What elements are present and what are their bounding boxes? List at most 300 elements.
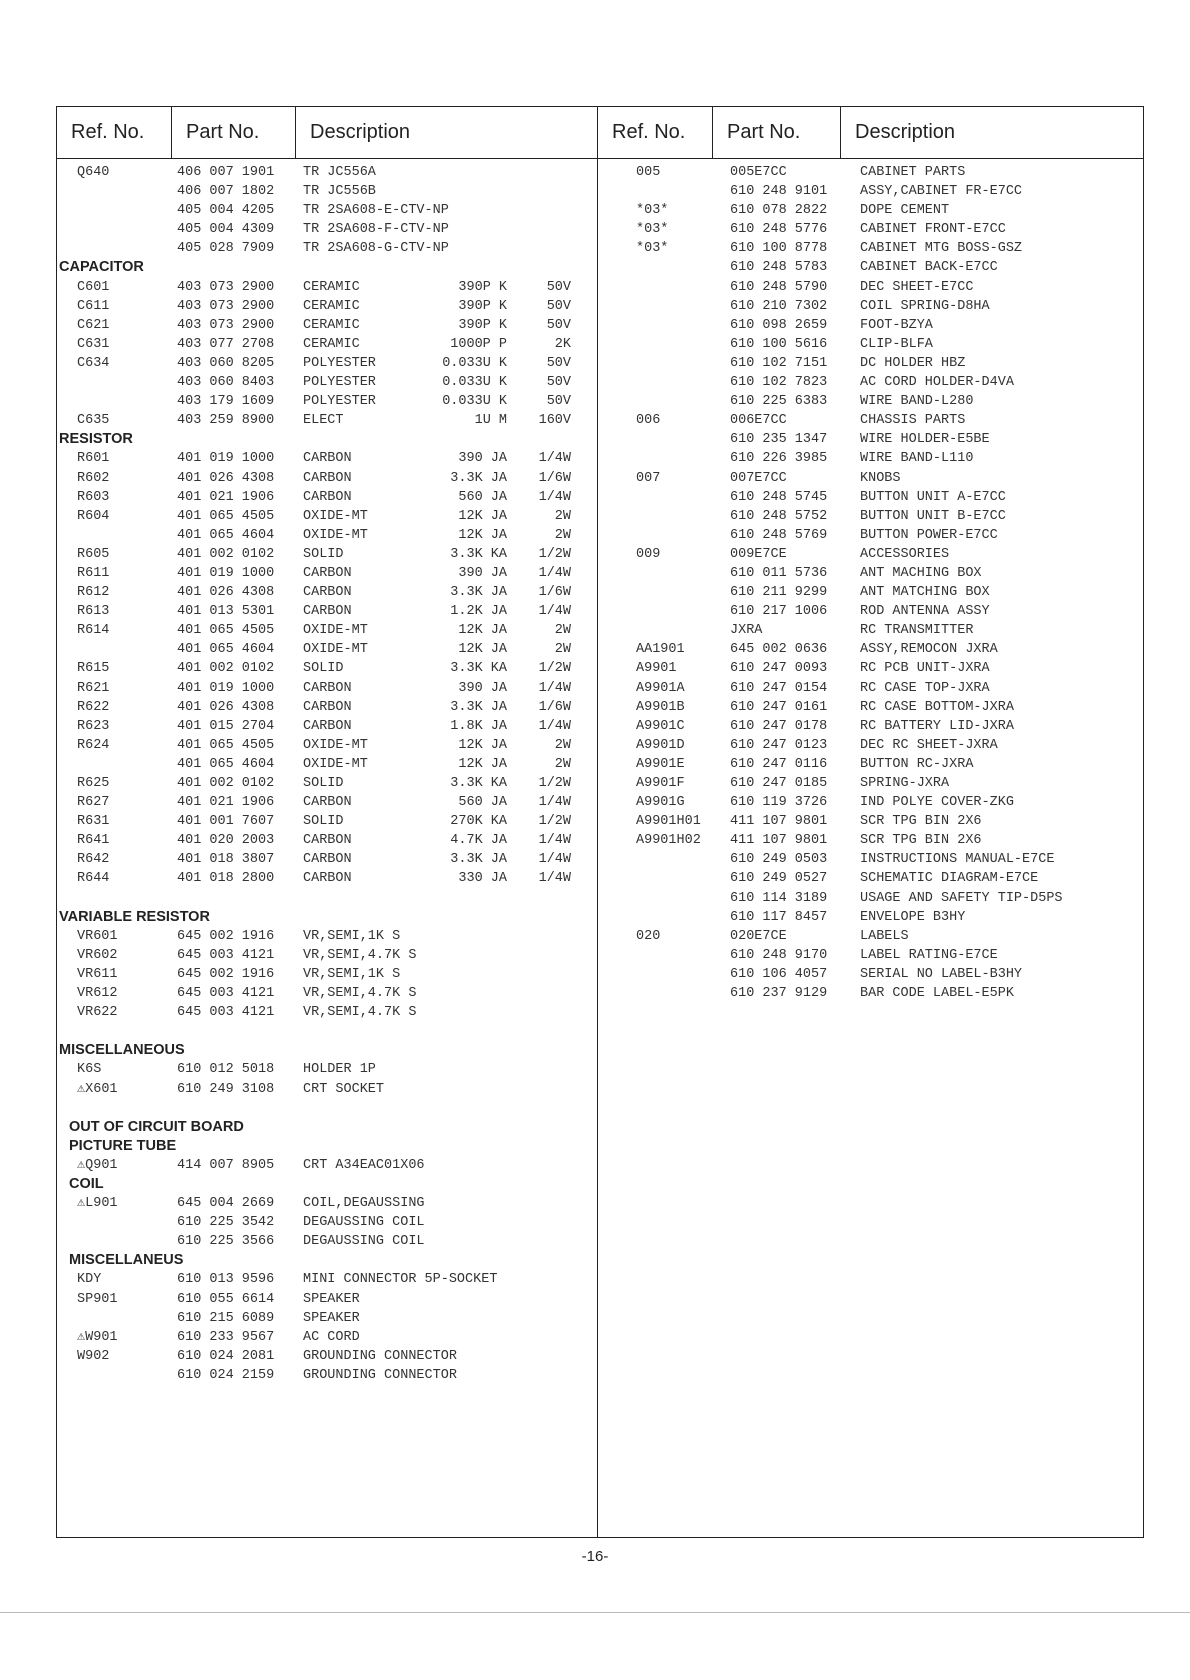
table-row xyxy=(57,335,597,354)
description: LABELS xyxy=(860,928,909,944)
part-no: 610 011 5736 xyxy=(730,565,828,581)
value: 390P K xyxy=(458,317,507,333)
part-no: 403 073 2900 xyxy=(177,317,275,333)
ref-no: A9901H02 xyxy=(636,833,701,849)
table-row xyxy=(57,354,597,373)
table-row xyxy=(57,793,597,812)
section-heading: RESISTOR xyxy=(59,431,133,448)
part-no: 401 065 4505 xyxy=(177,737,275,753)
description: VR,SEMI,4.7K S xyxy=(303,1005,417,1021)
part-no: 411 107 9801 xyxy=(730,833,828,849)
rating: 50V xyxy=(546,317,571,333)
description: DC HOLDER HBZ xyxy=(860,355,966,371)
part-no: 610 248 5745 xyxy=(730,489,828,505)
description: OXIDE-MT xyxy=(303,527,368,543)
table-row xyxy=(57,698,597,717)
description: TR 2SA608-E-CTV-NP xyxy=(303,203,449,219)
table-row xyxy=(57,1366,597,1385)
part-no: 403 259 8900 xyxy=(177,413,275,429)
table-row xyxy=(598,946,1144,965)
part-no: 610 098 2659 xyxy=(730,317,828,333)
description: SOLID xyxy=(303,546,344,562)
table-row xyxy=(598,526,1144,545)
description: CERAMIC xyxy=(303,336,360,352)
part-no: 610 247 0161 xyxy=(730,699,828,715)
description: WIRE HOLDER-E5BE xyxy=(860,432,990,448)
table-row xyxy=(57,1270,597,1289)
table-row xyxy=(57,869,597,888)
part-no: 610 114 3189 xyxy=(730,890,828,906)
description: ASSY,CABINET FR-E7CC xyxy=(860,184,1023,200)
description: SCR TPG BIN 2X6 xyxy=(860,814,982,830)
ref-no: R614 xyxy=(77,623,110,639)
ref-no: ⚠L901 xyxy=(77,1196,118,1212)
part-no: 610 248 5769 xyxy=(730,527,828,543)
value: 12K JA xyxy=(458,642,507,658)
table-row xyxy=(57,946,597,965)
table-row xyxy=(598,335,1144,354)
part-no: 401 065 4604 xyxy=(177,527,275,543)
description: SOLID xyxy=(303,776,344,791)
rating: 1/4W xyxy=(538,871,571,887)
right-table-header xyxy=(598,107,1144,159)
ref-no: R612 xyxy=(77,585,110,601)
rating: 1/2W xyxy=(538,814,571,830)
description: SOLID xyxy=(303,661,344,677)
value: 0.033U K xyxy=(442,375,507,391)
value: 0.033U K xyxy=(442,394,507,410)
table-row xyxy=(57,927,597,946)
table-row xyxy=(598,239,1144,258)
ref-no: R642 xyxy=(77,852,110,868)
description: CARBON xyxy=(303,718,352,734)
table-row xyxy=(598,488,1144,507)
header-ref-no: Ref. No. xyxy=(57,107,172,158)
table-row xyxy=(598,373,1144,392)
part-no: 020E7CE xyxy=(730,928,787,944)
left-table-header xyxy=(57,107,597,159)
ref-no: ⚠X601 xyxy=(77,1081,118,1097)
table-row xyxy=(57,316,597,335)
value: 1000P P xyxy=(450,336,507,352)
description: RC BATTERY LID-JXRA xyxy=(860,718,1014,734)
description: CABINET FRONT-E7CC xyxy=(860,222,1006,238)
description: CERAMIC xyxy=(303,279,360,295)
rating: 50V xyxy=(546,394,571,410)
description: DOPE CEMENT xyxy=(860,203,950,219)
table-row xyxy=(598,621,1144,640)
part-no: 405 028 7909 xyxy=(177,241,275,257)
rating: 2W xyxy=(554,508,571,524)
section-heading: PICTURE TUBE xyxy=(69,1137,177,1154)
part-no: 401 019 1000 xyxy=(177,451,275,467)
value: 3.3K KA xyxy=(450,546,507,562)
part-no: 610 225 3542 xyxy=(177,1215,275,1231)
part-no: 610 210 7302 xyxy=(730,298,828,314)
table-row xyxy=(598,869,1144,888)
part-no: 610 248 5783 xyxy=(730,260,828,276)
value: 3.3K JA xyxy=(450,470,507,486)
description: ANT MATCHING BOX xyxy=(860,585,990,601)
description: ELECT xyxy=(303,413,344,429)
table-row xyxy=(57,984,597,1003)
ref-no: C601 xyxy=(77,279,110,295)
rating: 1/2W xyxy=(538,546,571,562)
description: GROUNDING CONNECTOR xyxy=(303,1367,457,1383)
description: CARBON xyxy=(303,871,352,887)
part-no: 005E7CC xyxy=(730,165,787,180)
table-row xyxy=(598,278,1144,297)
table-row xyxy=(57,182,597,201)
ref-no: A9901C xyxy=(636,718,685,734)
table-row xyxy=(57,163,597,182)
description: BUTTON RC-JXRA xyxy=(860,756,974,772)
description: TR 2SA608-F-CTV-NP xyxy=(303,222,449,238)
table-row xyxy=(57,831,597,850)
description: OXIDE-MT xyxy=(303,737,368,753)
description: OXIDE-MT xyxy=(303,508,368,524)
part-no: 610 012 5018 xyxy=(177,1062,275,1078)
ref-no: *03* xyxy=(636,203,669,219)
part-no: 401 026 4308 xyxy=(177,699,275,715)
value: 12K JA xyxy=(458,527,507,543)
table-row xyxy=(57,564,597,583)
table-row xyxy=(57,621,597,640)
table-row xyxy=(598,182,1144,201)
description: CLIP-BLFA xyxy=(860,336,933,352)
table-row xyxy=(598,564,1144,583)
description: BAR CODE LABEL-E5PK xyxy=(860,986,1014,1002)
value: 390 JA xyxy=(458,565,507,581)
part-no: 610 248 5790 xyxy=(730,279,828,295)
ref-no: R631 xyxy=(77,814,110,830)
part-no: 610 106 4057 xyxy=(730,966,828,982)
value: 0.033U K xyxy=(442,355,507,371)
ref-no: R611 xyxy=(77,565,110,581)
value: 3.3K KA xyxy=(450,661,507,677)
description: FOOT-BZYA xyxy=(860,317,933,333)
ref-no: R641 xyxy=(77,833,110,849)
table-row xyxy=(57,449,597,468)
table-row xyxy=(598,583,1144,602)
description: DEC SHEET-E7CC xyxy=(860,279,974,295)
part-no: 610 247 0123 xyxy=(730,737,828,753)
ref-no: 005 xyxy=(636,165,661,180)
part-no: 610 024 2159 xyxy=(177,1367,275,1383)
table-row xyxy=(57,392,597,411)
table-row xyxy=(57,1213,597,1232)
rating: 1/4W xyxy=(538,852,571,868)
value: 390P K xyxy=(458,279,507,295)
table-row xyxy=(598,850,1144,869)
table-row xyxy=(57,1060,597,1079)
description: POLYESTER xyxy=(303,355,376,371)
description: POLYESTER xyxy=(303,394,376,410)
section-heading: MISCELLANEOUS xyxy=(59,1042,185,1059)
description: VR,SEMI,4.7K S xyxy=(303,986,417,1002)
table-row xyxy=(598,755,1144,774)
part-no: 406 007 1802 xyxy=(177,184,275,200)
part-no: 411 107 9801 xyxy=(730,814,828,830)
part-no: 401 013 5301 xyxy=(177,604,275,620)
ref-no: AA1901 xyxy=(636,642,685,658)
description: CERAMIC xyxy=(303,317,360,333)
table-row xyxy=(598,659,1144,678)
ref-no: R621 xyxy=(77,680,110,696)
part-no: 610 225 6383 xyxy=(730,394,828,410)
part-no: 610 249 0503 xyxy=(730,852,828,868)
description: CRT A34EAC01X06 xyxy=(303,1157,425,1173)
part-no: 610 225 3566 xyxy=(177,1234,275,1250)
ref-no: R625 xyxy=(77,776,110,791)
rating: 2W xyxy=(554,737,571,753)
table-row xyxy=(598,889,1144,908)
value: 330 JA xyxy=(458,871,507,887)
table-row xyxy=(598,297,1144,316)
description: ACCESSORIES xyxy=(860,546,950,562)
part-no: 403 060 8205 xyxy=(177,355,275,371)
part-no: 403 073 2900 xyxy=(177,298,275,314)
part-no: 610 215 6089 xyxy=(177,1310,275,1326)
part-no: 610 247 0154 xyxy=(730,680,828,696)
table-row xyxy=(598,831,1144,850)
description: VR,SEMI,4.7K S xyxy=(303,947,417,963)
ref-no: ⚠W901 xyxy=(77,1329,118,1345)
ref-no: 020 xyxy=(636,928,661,944)
table-row xyxy=(57,1194,597,1213)
ref-no: Q640 xyxy=(77,165,110,180)
description: CARBON xyxy=(303,565,352,581)
table-row xyxy=(598,965,1144,984)
description: SPEAKER xyxy=(303,1310,360,1326)
ref-no: K6S xyxy=(77,1062,102,1078)
ref-no: A9901 xyxy=(636,661,677,677)
table-row xyxy=(57,850,597,869)
description: OXIDE-MT xyxy=(303,623,368,639)
table-row xyxy=(57,717,597,736)
header-ref-no: Ref. No. xyxy=(598,107,713,158)
value: 1U M xyxy=(474,413,507,429)
table-row xyxy=(598,507,1144,526)
description: CARBON xyxy=(303,585,352,601)
part-no: 401 001 7607 xyxy=(177,814,275,830)
description: DEGAUSSING COIL xyxy=(303,1215,425,1231)
value: 4.7K JA xyxy=(450,833,507,849)
part-no: 610 100 5616 xyxy=(730,336,828,352)
part-no: 403 077 2708 xyxy=(177,336,275,352)
value: 390P K xyxy=(458,298,507,314)
part-no: 401 002 0102 xyxy=(177,661,275,677)
ref-no: SP901 xyxy=(77,1291,118,1307)
part-no: 610 100 8778 xyxy=(730,241,828,257)
section-heading: OUT OF CIRCUIT BOARD xyxy=(69,1118,244,1135)
description: CARBON xyxy=(303,680,352,696)
part-no: 610 248 5752 xyxy=(730,508,828,524)
description: GROUNDING CONNECTOR xyxy=(303,1348,457,1364)
ref-no: R624 xyxy=(77,737,110,753)
part-no: 610 226 3985 xyxy=(730,451,828,467)
description: CARBON xyxy=(303,604,352,620)
part-no: 401 015 2704 xyxy=(177,718,275,734)
left-parts-list xyxy=(57,163,597,1385)
table-row xyxy=(57,1309,597,1328)
table-row xyxy=(57,1328,597,1347)
rating: 50V xyxy=(546,375,571,391)
rating: 1/6W xyxy=(538,585,571,601)
rating: 2W xyxy=(554,642,571,658)
description: WIRE BAND-L280 xyxy=(860,394,974,410)
description: CARBON xyxy=(303,699,352,715)
description: ASSY,REMOCON JXRA xyxy=(860,642,998,658)
rating: 1/4W xyxy=(538,833,571,849)
rating: 50V xyxy=(546,298,571,314)
description: WIRE BAND-L110 xyxy=(860,451,974,467)
ref-no: *03* xyxy=(636,241,669,257)
ref-no: 009 xyxy=(636,546,661,562)
ref-no: R627 xyxy=(77,795,110,811)
rating: 50V xyxy=(546,279,571,295)
description: MINI CONNECTOR 5P-SOCKET xyxy=(303,1272,498,1288)
part-no: 405 004 4205 xyxy=(177,203,275,219)
description: CERAMIC xyxy=(303,298,360,314)
value: 390 JA xyxy=(458,680,507,696)
value: 1.8K JA xyxy=(450,718,507,734)
description: CRT SOCKET xyxy=(303,1081,385,1097)
part-no: 401 018 2800 xyxy=(177,871,275,887)
ref-no: VR622 xyxy=(77,1005,118,1021)
part-no: 610 055 6614 xyxy=(177,1291,275,1307)
part-no: 401 019 1000 xyxy=(177,680,275,696)
rating: 50V xyxy=(546,355,571,371)
table-row xyxy=(57,373,597,392)
table-row xyxy=(598,258,1144,277)
ref-no: R613 xyxy=(77,604,110,620)
ref-no: VR611 xyxy=(77,966,118,982)
bottom-rule xyxy=(0,1612,1190,1613)
ref-no: A9901B xyxy=(636,699,685,715)
part-no: 403 073 2900 xyxy=(177,279,275,295)
table-row xyxy=(57,297,597,316)
description: VR,SEMI,1K S xyxy=(303,966,401,982)
value: 12K JA xyxy=(458,737,507,753)
part-no: 610 249 0527 xyxy=(730,871,828,887)
table-row xyxy=(57,659,597,678)
description: CABINET BACK-E7CC xyxy=(860,260,998,276)
header-description: Description xyxy=(855,121,956,143)
part-no: 645 004 2669 xyxy=(177,1196,275,1212)
table-row xyxy=(57,812,597,831)
table-row xyxy=(598,640,1144,659)
description: CABINET MTG BOSS-GSZ xyxy=(860,241,1023,257)
part-no: 403 060 8403 xyxy=(177,375,275,391)
ref-no: ⚠Q901 xyxy=(77,1157,118,1173)
part-no: 401 002 0102 xyxy=(177,776,275,791)
ref-no: VR601 xyxy=(77,928,118,944)
part-no: 645 002 1916 xyxy=(177,928,275,944)
table-row xyxy=(598,430,1144,449)
part-no: 645 003 4121 xyxy=(177,986,275,1002)
part-no: 610 117 8457 xyxy=(730,909,828,925)
value: 3.3K JA xyxy=(450,699,507,715)
description: ROD ANTENNA ASSY xyxy=(860,604,990,620)
part-no: 610 249 3108 xyxy=(177,1081,275,1097)
description: OXIDE-MT xyxy=(303,756,368,772)
part-no: 610 217 1006 xyxy=(730,604,828,620)
table-row xyxy=(57,526,597,545)
table-row xyxy=(598,927,1144,946)
table-row xyxy=(598,793,1144,812)
rating: 1/4W xyxy=(538,604,571,620)
ref-no: C631 xyxy=(77,336,110,352)
value: 3.3K KA xyxy=(450,776,507,791)
part-no: 610 013 9596 xyxy=(177,1272,275,1288)
description: COIL,DEGAUSSING xyxy=(303,1196,425,1212)
ref-no: A9901D xyxy=(636,737,685,753)
value: 3.3K JA xyxy=(450,852,507,868)
ref-no: R602 xyxy=(77,470,110,486)
value: 560 JA xyxy=(458,489,507,505)
section-heading: COIL xyxy=(69,1175,104,1192)
part-no: 610 247 0116 xyxy=(730,756,828,772)
ref-no: C611 xyxy=(77,298,110,314)
rating: 2W xyxy=(554,756,571,772)
part-no: 403 179 1609 xyxy=(177,394,275,410)
description: RC TRANSMITTER xyxy=(860,623,974,639)
part-no: 610 248 9170 xyxy=(730,947,828,963)
table-row xyxy=(57,1003,597,1022)
description: BUTTON UNIT B-E7CC xyxy=(860,508,1006,524)
right-parts-list xyxy=(598,163,1144,1003)
table-row xyxy=(57,755,597,774)
table-row xyxy=(57,1080,597,1099)
description: BUTTON UNIT A-E7CC xyxy=(860,489,1006,505)
description: RC CASE BOTTOM-JXRA xyxy=(860,699,1014,715)
value: 12K JA xyxy=(458,756,507,772)
part-no: 610 024 2081 xyxy=(177,1348,275,1364)
spacer xyxy=(57,889,597,908)
description: TR JC556B xyxy=(303,184,376,200)
ref-no: R601 xyxy=(77,451,110,467)
part-no: 009E7CE xyxy=(730,546,787,562)
rating: 1/4W xyxy=(538,680,571,696)
part-no: 610 247 0185 xyxy=(730,776,828,791)
ref-no: W902 xyxy=(77,1348,110,1364)
part-no: 401 021 1906 xyxy=(177,489,275,505)
table-row xyxy=(598,545,1144,564)
ref-no: *03* xyxy=(636,222,669,238)
spacer xyxy=(57,1099,597,1118)
part-no: 610 119 3726 xyxy=(730,795,828,811)
table-row xyxy=(57,1290,597,1309)
table-row xyxy=(57,239,597,258)
description: DEC RC SHEET-JXRA xyxy=(860,737,998,753)
description: VR,SEMI,1K S xyxy=(303,928,401,944)
table-row xyxy=(598,812,1144,831)
part-no: 610 235 1347 xyxy=(730,432,828,448)
part-no: 401 019 1000 xyxy=(177,565,275,581)
table-row xyxy=(57,469,597,488)
table-row xyxy=(57,1232,597,1251)
table-row xyxy=(598,736,1144,755)
ref-no: R604 xyxy=(77,508,110,524)
part-no: 401 018 3807 xyxy=(177,852,275,868)
description: CHASSIS PARTS xyxy=(860,413,966,429)
part-no: 401 065 4505 xyxy=(177,623,275,639)
rating: 2W xyxy=(554,527,571,543)
description: KNOBS xyxy=(860,470,901,486)
ref-no: KDY xyxy=(77,1272,102,1288)
part-no: 401 065 4604 xyxy=(177,642,275,658)
